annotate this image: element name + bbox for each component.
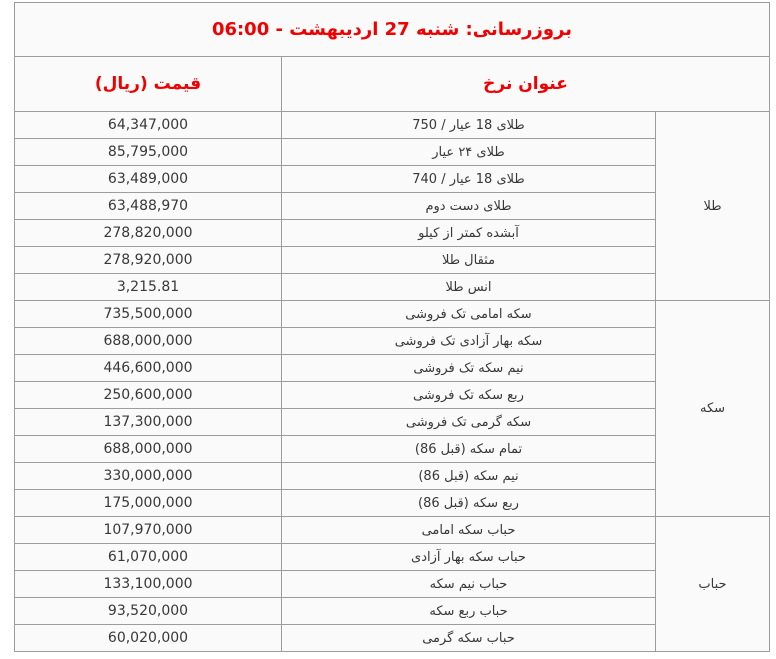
row-title: طلای 18 عیار / 740 xyxy=(282,166,656,193)
row-title: حباب نیم سکه xyxy=(282,571,656,598)
row-price: 688,000,000 xyxy=(14,436,281,463)
title-column-header: عنوان نرخ xyxy=(282,57,770,112)
row-price: 63,488,970 xyxy=(14,193,281,220)
row-price: 688,000,000 xyxy=(14,328,281,355)
row-title: حباب ربع سکه xyxy=(282,598,656,625)
row-price: 250,600,000 xyxy=(14,382,281,409)
row-title: سکه امامی تک فروشی xyxy=(282,301,656,328)
table-row xyxy=(14,517,769,544)
row-title: حباب سکه امامی xyxy=(282,517,656,544)
price-table-body xyxy=(14,3,769,652)
row-price: 278,920,000 xyxy=(14,247,281,274)
row-title: طلای ۲۴ عیار xyxy=(282,139,656,166)
row-price: 107,970,000 xyxy=(14,517,281,544)
row-price: 175,000,000 xyxy=(14,490,281,517)
row-title: مثقال طلا xyxy=(282,247,656,274)
row-price: 63,489,000 xyxy=(14,166,281,193)
row-title: آبشده کمتر از کیلو xyxy=(282,220,656,247)
row-title: ربع سکه تک فروشی xyxy=(282,382,656,409)
group-label: حباب xyxy=(656,517,770,652)
table-row xyxy=(14,112,769,139)
row-price: 133,100,000 xyxy=(14,571,281,598)
gold-coin-price-table xyxy=(14,2,770,652)
row-price: 735,500,000 xyxy=(14,301,281,328)
row-price: 85,795,000 xyxy=(14,139,281,166)
row-title: حباب سکه بهار آزادی xyxy=(282,544,656,571)
row-title: حباب سکه گرمی xyxy=(282,625,656,652)
table-row xyxy=(14,301,769,328)
update-banner-row xyxy=(14,3,769,57)
row-price: 137,300,000 xyxy=(14,409,281,436)
row-price: 93,520,000 xyxy=(14,598,281,625)
row-price: 61,070,000 xyxy=(14,544,281,571)
group-label: سکه xyxy=(656,301,770,517)
update-banner: بروزرسانی: شنبه 27 اردیبهشت - 06:00 xyxy=(14,3,769,57)
row-price: 330,000,000 xyxy=(14,463,281,490)
row-title: انس طلا xyxy=(282,274,656,301)
row-title: تمام سکه (قبل 86) xyxy=(282,436,656,463)
row-price: 278,820,000 xyxy=(14,220,281,247)
row-title: سکه گرمی تک فروشی xyxy=(282,409,656,436)
row-price: 60,020,000 xyxy=(14,625,281,652)
row-title: طلای دست دوم xyxy=(282,193,656,220)
row-price: 446,600,000 xyxy=(14,355,281,382)
row-price: 3,215.81 xyxy=(14,274,281,301)
row-title: نیم سکه (قبل 86) xyxy=(282,463,656,490)
column-header-row xyxy=(14,57,769,112)
row-title: نیم سکه تک فروشی xyxy=(282,355,656,382)
price-column-header: قیمت (ریال) xyxy=(14,57,281,112)
row-price: 64,347,000 xyxy=(14,112,281,139)
row-title: سکه بهار آزادی تک فروشی xyxy=(282,328,656,355)
row-title: طلای 18 عیار / 750 xyxy=(282,112,656,139)
row-title: ربع سکه (قبل 86) xyxy=(282,490,656,517)
group-label: طلا xyxy=(656,112,770,301)
